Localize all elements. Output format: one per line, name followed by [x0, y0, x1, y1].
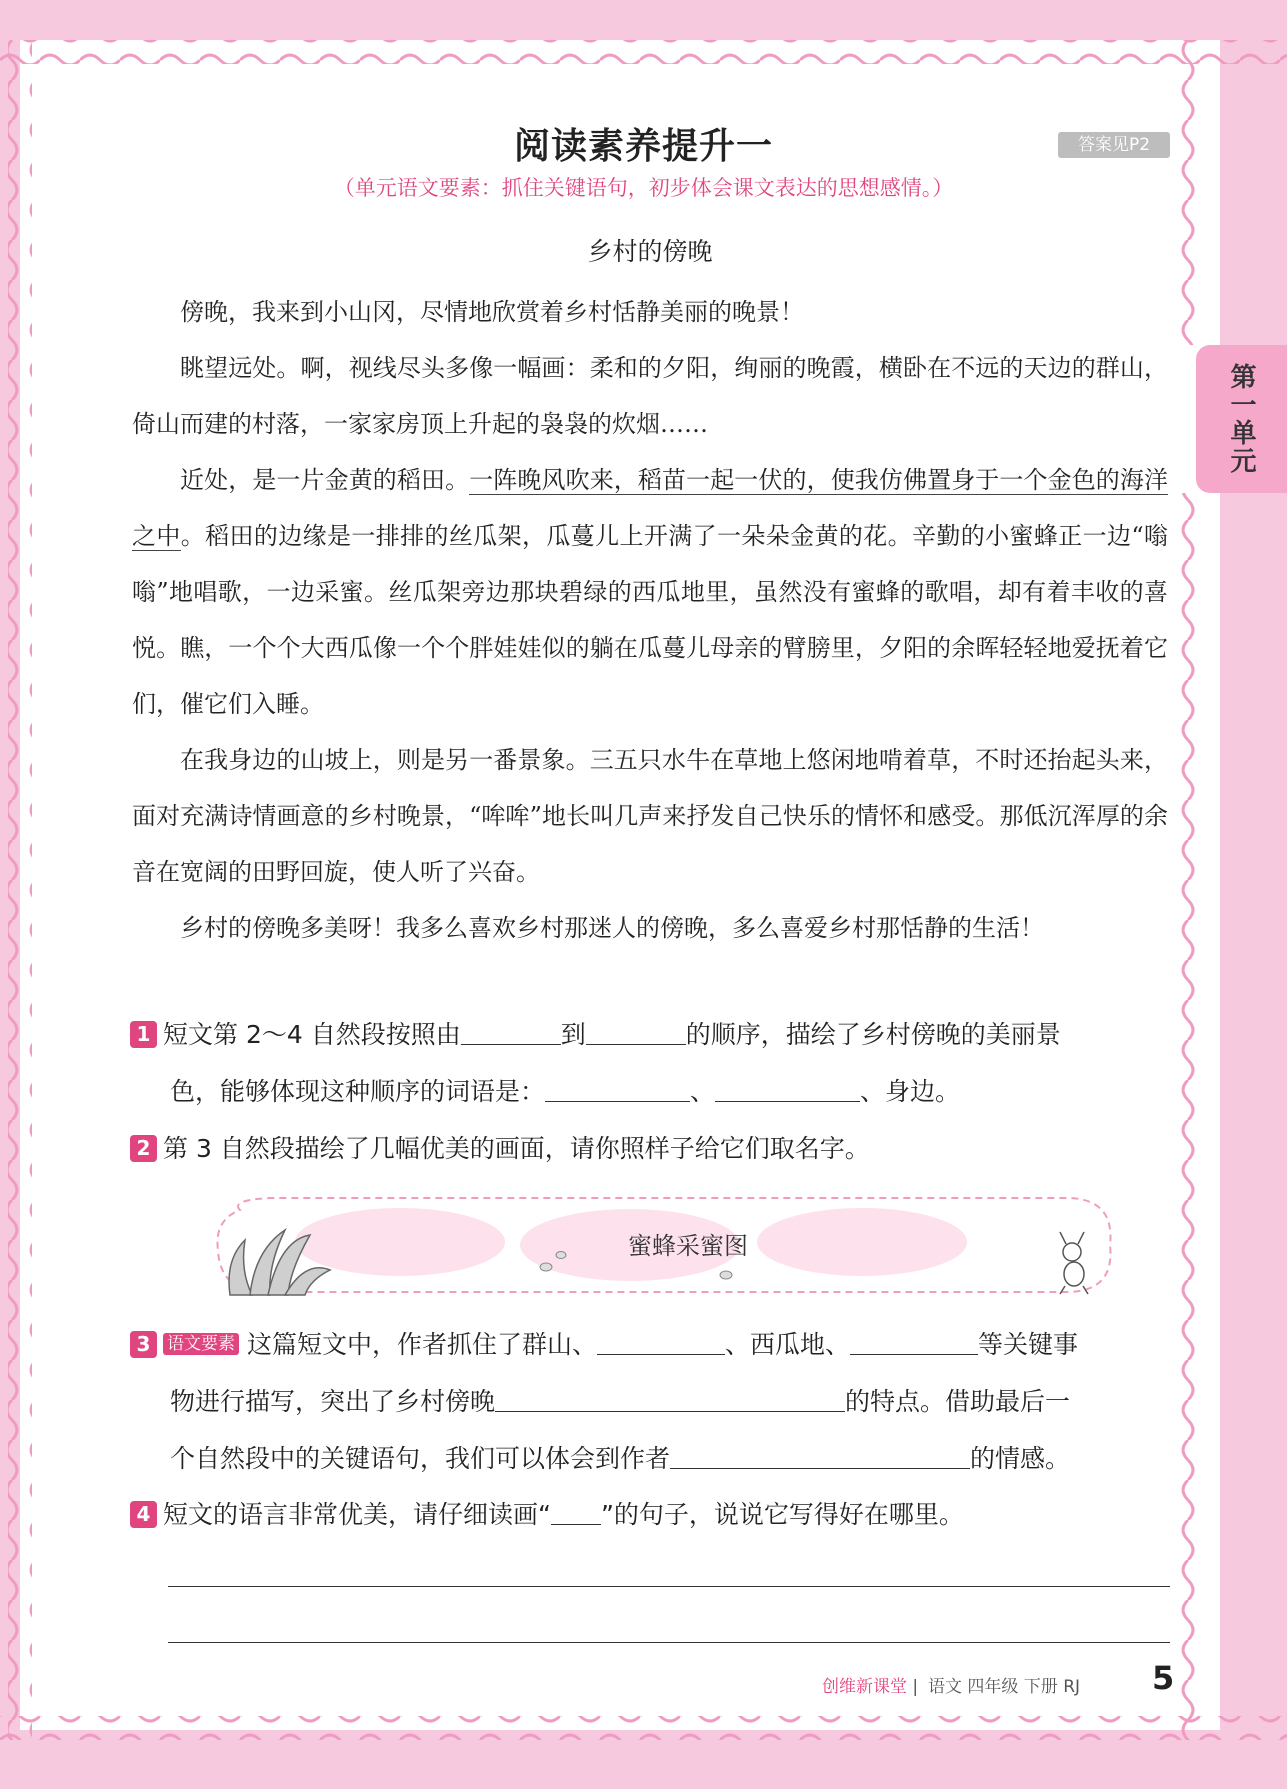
q3-blank-2[interactable] [850, 1330, 978, 1355]
question-number-3: 3 [130, 1331, 157, 1358]
question-4 [130, 1486, 1170, 1543]
brand-name: 创维新课堂 [822, 1677, 907, 1697]
q3-text-d: 物进行描写，突出了乡村傍晚 [170, 1387, 496, 1416]
q1-text-c: 的顺序，描绘了乡村傍晚的美丽景 [685, 1020, 1061, 1049]
q1-blank-1[interactable] [461, 1020, 561, 1045]
q3-text-a: 这篇短文中，作者抓住了群山、 [247, 1330, 598, 1359]
q1-text-e: 、 [690, 1077, 716, 1106]
passage-title: 乡村的傍晚 [587, 237, 713, 266]
paragraph-3 [132, 452, 1168, 732]
key-element-tag: 语文要素 [163, 1333, 239, 1355]
underline-sample [551, 1504, 601, 1525]
question-1 [130, 1006, 1170, 1120]
unit-side-tab: 第一单元 [1196, 345, 1287, 493]
q3-blank-1[interactable] [597, 1330, 725, 1355]
question-number-2: 2 [130, 1135, 157, 1162]
q3-blank-4[interactable] [670, 1444, 970, 1469]
answer-oval-left [295, 1208, 505, 1276]
footer-book-info: 语文 四年级 下册 RJ [928, 1677, 1081, 1697]
footer-separator: | [912, 1677, 919, 1697]
q1-blank-2[interactable] [586, 1020, 686, 1045]
answer-line-1[interactable] [168, 1586, 1170, 1587]
q1-text-f: 、身边。 [860, 1077, 961, 1106]
question-number-1: 1 [130, 1021, 157, 1048]
page-title: 阅读素养提升一 [513, 126, 773, 167]
question-3 [130, 1316, 1170, 1487]
paragraph-2: 眺望远处。啊，视线尽头多像一幅画：柔和的夕阳，绚丽的晚霞，横卧在不远的天边的群山，倚山而建的村落，一家家房顶上升起的袅袅的炊烟…… [132, 354, 1168, 438]
q3-text-f: 个自然段中的关键语句，我们可以体会到作者 [170, 1444, 671, 1473]
paragraph-5: 乡村的傍晚多美呀！我多么喜欢乡村那迷人的傍晚，多么喜爱乡村那恬静的生活！ [180, 914, 1044, 942]
paragraph-4: 在我身边的山坡上，则是另一番景象。三五只水牛在草地上悠闲地啃着草，不时还抬起头来，面对充满诗情画意的乡村晚景，“哞哞”地长叫几声来抒发自己快乐的情怀和感受。那低沉浑厚的余音在宽阔的田野回旋，使人听了兴奋。 [132, 746, 1168, 886]
page-number: 5 [1152, 1659, 1175, 1697]
question-2 [130, 1120, 1170, 1177]
q3-text-b: 、西瓜地、 [725, 1330, 851, 1359]
example-picture-name: 蜜蜂采蜜图 [628, 1232, 748, 1260]
paragraph-1: 傍晚，我来到小山冈，尽情地欣赏着乡村恬静美丽的晚景！ [180, 298, 804, 326]
q4-text-b: ”的句子，说说它写得好在哪里。 [600, 1500, 964, 1529]
passage-body [132, 284, 1168, 956]
answer-reference-badge: 答案见P2 [1058, 132, 1170, 158]
q3-blank-3[interactable] [495, 1387, 845, 1412]
q2-text: 第 3 自然段描绘了几幅优美的画面，请你照样子给它们取名字。 [163, 1134, 870, 1163]
q1-text-b: 到 [560, 1020, 586, 1049]
footer-brand [822, 1672, 918, 1697]
q3-text-g: 的情感。 [970, 1444, 1071, 1473]
answer-oval-right [757, 1208, 967, 1276]
paragraph-3-start: 近处，是一片金黄的稻田。 [180, 466, 470, 494]
q4-text-a: 短文的语言非常优美，请仔细读画“ [163, 1500, 551, 1529]
underlined-sentence: 一阵晚风吹来，稻苗一起一伏的，使我仿佛置身于一个金色的海洋之中 [132, 466, 1169, 550]
q1-blank-3[interactable] [545, 1077, 690, 1102]
unit-requirement-subtitle: （单元语文要素：抓住关键语句，初步体会课文表达的思想感情。） [333, 176, 954, 200]
q3-text-c: 等关键事 [978, 1330, 1079, 1359]
q1-text-d: 色，能够体现这种顺序的词语是： [170, 1077, 546, 1106]
q1-text-a: 短文第 2～4 自然段按照由 [163, 1020, 461, 1049]
question-number-4: 4 [130, 1501, 157, 1528]
answer-line-2[interactable] [168, 1642, 1170, 1643]
q3-text-e: 的特点。借助最后一 [845, 1387, 1071, 1416]
q1-blank-4[interactable] [715, 1077, 860, 1102]
paragraph-3-rest: 。稻田的边缘是一排排的丝瓜架，瓜蔓儿上开满了一朵朵金黄的花。辛勤的小蜜蜂正一边“嗡嗡”地唱歌，一边采蜜。丝瓜架旁边那块碧绿的西瓜地里，虽然没有蜜蜂的歌唱，却有着丰收的喜悦。瞧，一个个大西瓜像一个个胖娃娃似的躺在瓜蔓儿母亲的臂膀里，夕阳的余晖轻轻地爱抚着它们，催它们入睡。 [132, 522, 1168, 718]
